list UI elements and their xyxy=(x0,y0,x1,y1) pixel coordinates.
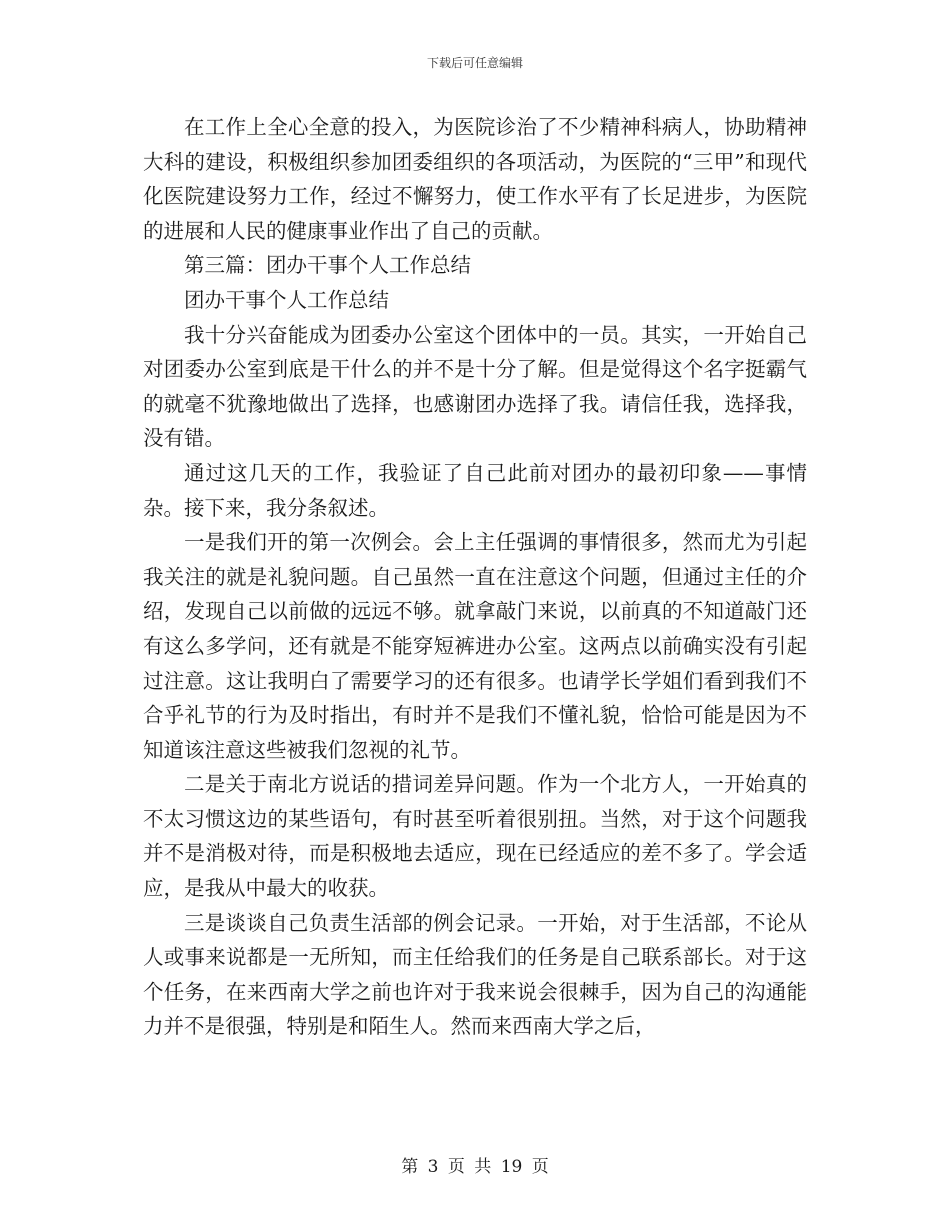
subsection-title: 团办干事个人工作总结 xyxy=(184,287,389,312)
paragraph: 三是谈谈自己负责生活部的例会记录。一开始，对于生活部，不论从人或事来说都是一无所知，而主任给我们的任务是自己联系部长。对于这个任务，在来西南大学之前也许对于我来说会很棘手，因为自己的沟通能力并不是很强，特别是和陌生人。然而来西南大学之后， xyxy=(143,910,807,1039)
paragraph: 在工作上全心全意的投入，为医院诊治了不少精神科病人，协助精神大科的建设，积极组织参加团委组织的各项活动，为医院的“三甲”和现代化医院建设努力工作，经过不懈努力，使工作水平有了长足进步，为医院的进展和人民的健康事业作出了自己的贡献。 xyxy=(143,115,807,243)
paragraph: 一是我们开的第一次例会。会上主任强调的事情很多，然而尤为引起我关注的就是礼貌问题。自己虽然一直在注意这个问题，但通过主任的介绍，发现自己以前做的远远不够。就拿敲门来说，以前真的不知道敲门还有这么多学问，还有就是不能穿短裤进办公室。这两点以前确实没有引起过注意。这让我明白了需要学习的还有很多。也请学长学姐们看到我们不合乎礼节的行为及时指出，有时并不是我们不懂礼貌，恰恰可能是因为不知道该注意这些被我们忽视的礼节。 xyxy=(143,530,807,762)
paragraph: 我十分兴奋能成为团委办公室这个团体中的一员。其实，一开始自己对团委办公室到底是干什么的并不是十分了解。但是觉得这个名字挺霸气的就毫不犹豫地做出了选择，也感谢团办选择了我。请信任我，选择我，没有错。 xyxy=(143,322,807,451)
document-body xyxy=(143,110,807,1044)
paragraph: 二是关于南北方说话的措词差异问题。作为一个北方人，一开始真的不太习惯这边的某些语句，有时甚至听着很别扭。当然，对于这个问题我并不是消极对待，而是积极地去适应，现在已经适应的差不多了。学会适应，是我从中最大的收获。 xyxy=(143,772,807,901)
section-title: 第三篇：团办干事个人工作总结 xyxy=(184,253,471,278)
page-footer: 第 3 页 共 19 页 xyxy=(401,1157,549,1177)
paragraph: 通过这几天的工作，我验证了自己此前对团办的最初印象——事情杂。接下来，我分条叙述。 xyxy=(143,460,807,520)
page-header: 下载后可任意编辑 xyxy=(426,56,523,70)
